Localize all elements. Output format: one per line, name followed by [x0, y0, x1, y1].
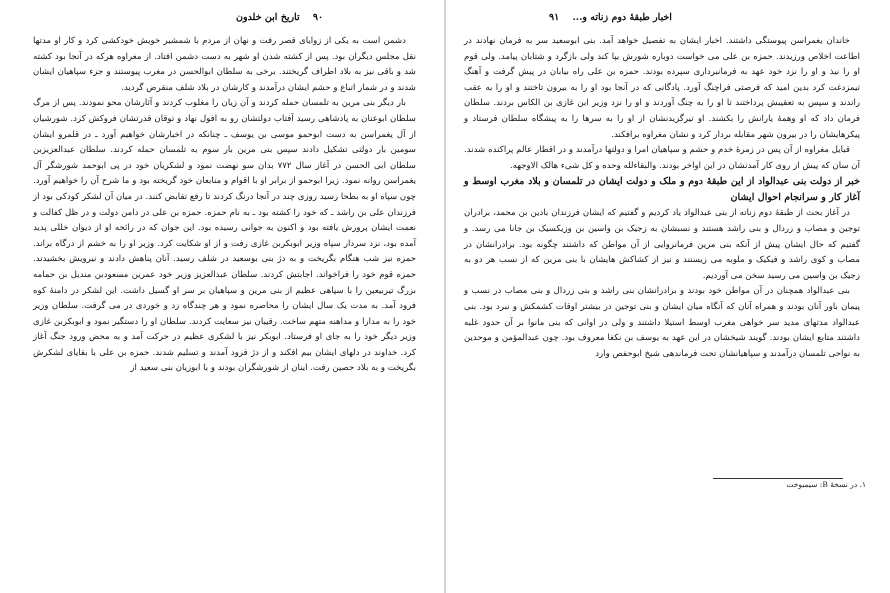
right-page-body: [464, 34, 860, 362]
page-number: ۹۰: [312, 12, 324, 23]
running-title: تاریخ ابن خلدون: [236, 12, 300, 23]
running-title: اخبار طبقهٔ دوم زناته و...: [572, 12, 672, 23]
paragraph: خاندان یغمراسن پیوستگی داشتند. اخبار ایشان به تفصیل خواهد آمد. بنی ابوسعید سر به فرمان نهادند در اطاعت اخلاص ورزیدند. حمزه بن علی می خواست دوباره شورش بپا کند ولی بازگرد و شتابان پیامد. ولی قوم او را نیذ و او را نزد خود عهد به فرمانبرداری سپرده بودند. حمزه بن علی راه بیابان در پیش گرفت و آهنگ تیمزدغت کرد بدین امید که فرصتی فراچنگ آورد. پادگانی که در آنجا بود او را به بیرون تاختند و او را به عقب راندند و سپس به تعقیبش پرداختند تا او را به چنگ آوردند و او را نزد وزیر ابن غازی بن الکاس بردند. سلطان فرمان داد که او وهمهٔ یارانش را بکشند. او تیرگزیدنشان از او را به سرها را به پیشگاه سلطان فرستاد و پیکرهایشان را در بیرون شهر مقابله بردار کرد و نشان مغراوه برافکند.: [464, 36, 860, 140]
left-page: [0, 0, 444, 593]
footnote-divider: [713, 478, 843, 479]
footnote: ۱. در نسخهٔ B: سیمبوخت: [786, 480, 866, 489]
paragraph: دشمن است به یکی از زوایای قصر رفت و نهان از مردم با شمشیر خویش خودکشی کرد و کار او مدتها نقل مجلس دیگران بود. پس از کشته شدن او شهر به دست دشمن افتاد. از مغراوه هرکه در آنجا بود کشته شد و باقی نیز به بلاد اطراف گریختند. برخی به سلطان ابوالحسن در مغرب پیوستند و جزء سپاهیان ایشان شدند و در شمار اتباع و حشم ایشان درآمدند و کارشان در بلاد شلف منقرض گردید.: [33, 36, 416, 93]
paragraph: بنی عبدالواد همچنان در آن مواطن خود بودند و برادرانشان بنی راشد و بنی زردال و بنی مصاب در نسب و پیمان باور آنان بودند و همراه آنان که آنگاه میان ایشان و بنی توجین در بیشتر اوقات کشمکش و نبرد بود. بنی عبدالواد مدتهای مدید سر خواهی مغرب اوسط استیلا داشتند و ولی در اوانی که بنی مانوا بر آن حدود غلبه داشتند متابع ایشان بودند. گویند شیخشان در این عهد به یوسف بن نکغا معروف بود. چون عبدالمؤمن و موحدین به نواحی تلمسان درآمدند و سپاهیانشان تحت فرماندهی شیخ ابوحفص وارد: [464, 286, 860, 359]
left-page-body: [33, 34, 416, 377]
paragraph: قبایل مغراوه از آن پس در زمرهٔ خدم و حشم و سپاهیان امرا و دولتها درآمدند و در اقطار عالم پراکنده شدند. آن سان که پیش از روی کار آمدنشان در این اواخر بودند. والبقاءلله وحده و کل شیء هالک الاوجهه.: [464, 145, 860, 171]
right-page-header: [549, 12, 672, 23]
paragraph: بار دیگر بنی مرین به تلمسان حمله کردند و آن زیان را مغلوب کردند و آثارشان محو نمودند. پس از مرگ سلطان ابوعنان به پادشاهی رسید آفتاب دولتشان رو به افول نهاد و توقان قدرتشان فروکش کرد. شورشیان از آل یغمراسن به دست ابوحمو موسی بن یوسف ـ چنانکه در اخبارشان خواهیم آورد ـ در قلمرو ایشان سومین بار دولتی تشکیل دادند سپس بنی مرین بار سوم به تلمسان حمله کردند. سلطان عبدالعزیزبن سلطان ابی الحسن در آغاز سال ۷۷۲ بدان سو نهضت نمود و لشکریان خود در پی ابوحمد شورشگر آل یغمراسن روانه نمود. زیرا ابوحمو از برابر او با اقوام و منابعان خود گریخته بود و ما شرح آن را خواهیم آورد. چون سپاه او به بطحا رسید روزی چند در آنجا درنگ کردند تا رفع تقابض کنند. در میان آن لشکر کودکی بود از فرزندان علی بن راشد ـ که خود را کشته بود ـ به نام حمزه. حمزه بن علی در دامن دولت و در ظل کفالت و نعمت ایشان پرورش یافته بود و اکنون به جوانی رسیده بود. این جوان که در رائحه او از دیوان خللی پدید آمده بود، نزد سردار سپاه وزیر ابوبکربن غازی رفت و از او شکایت کرد. وزیر او را به خشم از درگاه براند. حمزه نیز شب هنگام بگریخت و به دژ بنی بوسعید در شلف رسید. آنان پناهش دادند و نیرویش بخشیدند. حمزه قوم خود را فراخواند. اجابتش کردند. سلطان عبدالعزیز وزیر خود عمرین مسعودبن مندیل بن حمامه بزرگ تیربیعین را با سپاهی عظیم از بنی مرین و سپاهیان بر سر او گسیل داشت. این لشکر در دامنهٔ کوه فرود آمد. به مدت یک سال ایشان را محاصره نمود و هر چندگاه زد و خوردی در می گرفت. سلطان وزیر خود را به مدارا و مداهنه متهم ساخت. رقیبان نیز سعایت کردند. سلطان او را دستگیر نمود و ابوبکربن غازی وزیر دیگر خود را به جای او فرستاد. ابوبکر نیز با لشکری عظیم در حرکت آمد و به محض ورود جنگ آغاز کرد. خداوند در دلهای ایشان بیم افکند و از دژ فرود آمدند و تسلیم شدند. حمزه بن علی با بقایای لشکرش بگریخت و به بلاد حصین رفت. اینان از شورشگران بودند و با ابوزیان بنی سعید از: [33, 98, 416, 374]
left-page-header: [236, 12, 323, 23]
paragraph: در آغاز بحث از طبقهٔ دوم زناته از بنی عبدالواد یاد کردیم و گفتیم که ایشان فرزندان بادین بن محمد، برادران توجین و مصاب و زردال و بنی راشد هستند و نسبشان به زجیک بن واسین بن وزیکسیک بن جانا می رسد. و گفتیم که حال ایشان پیش از آنکه بنی مرین فرمانروایی از آن مواطن که داشتند چگونه بود. برادرانشان در مصاب و کوی راشد و فیکیک و ملوبه می زیستند و نیز از کشاکش هایشان با بنی مرین که از نسب هر دو به زجیک بن واسین می رسید سخن می آوردیم.: [464, 208, 860, 281]
page-number: ۹۱: [549, 12, 560, 23]
right-page: [446, 0, 890, 593]
section-heading: خبر از دولت بنی عبدالواد از این طبقهٔ دوم و ملک و دولت ایشان در تلمسان و بلاد مغرب اوسط و آغاز کار و سرانجام احوال ایشان: [464, 176, 860, 204]
